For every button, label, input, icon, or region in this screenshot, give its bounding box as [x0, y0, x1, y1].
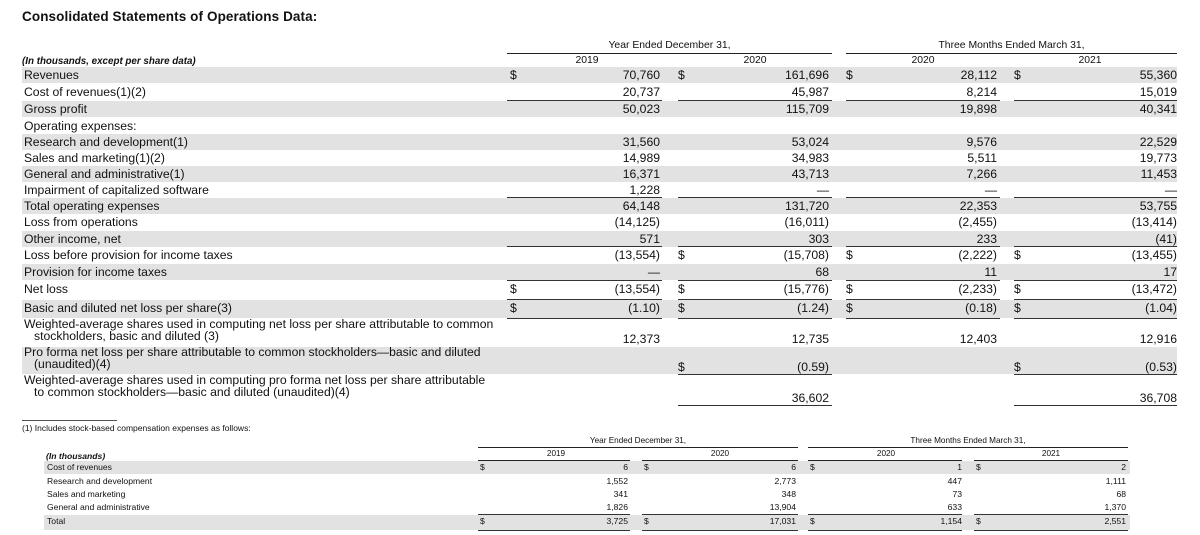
- total-rule: [642, 530, 798, 531]
- subtotal-rule: [678, 280, 832, 281]
- cell-value: 7,266: [966, 167, 997, 181]
- cell-value: (13,472): [1131, 282, 1177, 296]
- cell-value: 20,737: [622, 85, 660, 99]
- cell-value: 31,560: [622, 135, 660, 149]
- dollar-sign: $: [810, 516, 815, 526]
- dollar-sign: $: [846, 301, 853, 315]
- cell-value: (14,125): [614, 215, 660, 229]
- group-header-year: Year Ended December 31,: [608, 40, 731, 51]
- subtotal-rule: [478, 514, 630, 515]
- cell-value: —: [1164, 183, 1177, 197]
- cell-value: 233: [976, 232, 997, 246]
- table-row: [22, 118, 1177, 134]
- row-label: Other income, net: [24, 232, 121, 246]
- cell-value: 6: [623, 462, 628, 472]
- cell-value: 43,713: [791, 167, 829, 181]
- cell-value: 1,154: [940, 516, 962, 526]
- cell-value: 5,511: [967, 151, 997, 165]
- footnote: (1) Includes stock-based compensation expenses as follows:: [22, 423, 251, 433]
- cell-value: 12,373: [622, 332, 660, 346]
- cell-value: 8,214: [966, 85, 997, 99]
- subtotal-rule: [507, 246, 662, 247]
- page-title: Consolidated Statements of Operations Data:: [22, 9, 318, 24]
- cell-value: —: [647, 265, 660, 279]
- cell-value: 53,755: [1139, 199, 1177, 213]
- cell-value: 348: [781, 489, 796, 499]
- row-label: Weighted-average shares used in computing pro forma net loss per share attributable: [24, 373, 486, 387]
- row-label: Total operating expenses: [24, 199, 160, 213]
- row-label: General and administrative: [47, 502, 150, 512]
- row-label: Basic and diluted net loss per share(3): [24, 301, 232, 315]
- group-header-quarter: Three Months Ended March 31,: [938, 40, 1085, 51]
- cell-value: 14,989: [622, 151, 660, 165]
- group-header-rule: [507, 53, 832, 54]
- cell-value: (13,554): [614, 248, 660, 262]
- group-header-quarter: Three Months Ended March 31,: [910, 436, 1026, 445]
- row-label: Research and development: [47, 476, 153, 486]
- cell-value: 3,725: [606, 516, 628, 526]
- row-label: Sales and marketing: [47, 489, 126, 499]
- cell-value: 68: [815, 265, 829, 279]
- cell-value: 571: [639, 232, 660, 246]
- row-label: Impairment of capitalized software: [24, 183, 209, 197]
- cell-value: 341: [613, 489, 628, 499]
- cell-value: 40,341: [1139, 102, 1177, 116]
- subtotal-rule: [846, 100, 1000, 101]
- cell-value: 2,773: [774, 476, 796, 486]
- cell-value: 17: [1163, 265, 1177, 279]
- cell-value: 1: [957, 462, 962, 472]
- row-label: Weighted-average shares used in computing net loss per share attributable to common: [24, 317, 494, 331]
- column-header-2019: 2019: [546, 449, 566, 458]
- dollar-sign: $: [644, 462, 649, 472]
- units-label: (In thousands, except per share data): [22, 56, 196, 67]
- column-header-2020: 2020: [710, 449, 730, 458]
- total-rule: [974, 530, 1128, 531]
- total-rule: [678, 405, 832, 406]
- cell-value: (2,455): [958, 215, 997, 229]
- row-label: Net loss: [24, 282, 69, 296]
- cell-value: (15,708): [783, 248, 829, 262]
- cell-value: 6: [791, 462, 796, 472]
- subtotal-rule: [678, 197, 832, 198]
- subtotal-rule: [846, 197, 1000, 198]
- cell-value: 36,708: [1139, 391, 1177, 405]
- cell-value: (0.53): [1145, 360, 1177, 374]
- row-label-continued: to common stockholders—basic and diluted (unaudited)(4): [34, 385, 350, 399]
- cell-value: 447: [947, 476, 962, 486]
- dollar-sign: $: [678, 360, 685, 374]
- dollar-sign: $: [678, 301, 685, 315]
- dollar-sign: $: [510, 282, 517, 296]
- cell-value: 22,353: [959, 199, 997, 213]
- dollar-sign: $: [1014, 68, 1021, 82]
- dollar-sign: $: [644, 516, 649, 526]
- cell-value: 34,983: [791, 151, 829, 165]
- cell-value: 53,024: [791, 135, 829, 149]
- group-header-rule: [808, 447, 1128, 448]
- subtotal-rule: [507, 100, 662, 101]
- row-label: Pro forma net loss per share attributable to common stockholders—basic and diluted: [24, 345, 481, 359]
- dollar-sign: $: [1014, 248, 1021, 262]
- units-label: (In thousands): [46, 451, 106, 461]
- cell-value: 12,403: [959, 332, 997, 346]
- row-label: Loss before provision for income taxes: [24, 248, 233, 262]
- cell-value: (1.04): [1145, 301, 1177, 315]
- column-header-2021: 2021: [1078, 55, 1102, 66]
- row-label: Sales and marketing(1)(2): [24, 151, 165, 165]
- cell-value: 70,760: [622, 68, 660, 82]
- cell-value: 19,898: [959, 102, 997, 116]
- dollar-sign: $: [678, 68, 685, 82]
- subtotal-rule: [642, 514, 798, 515]
- column-header-2020: 2020: [911, 55, 935, 66]
- cell-value: 36,602: [791, 391, 829, 405]
- cell-value: 2: [1121, 462, 1126, 472]
- dollar-sign: $: [846, 248, 853, 262]
- row-label: Loss from operations: [24, 215, 138, 229]
- cell-value: —: [984, 183, 997, 197]
- subtotal-rule: [1014, 100, 1177, 101]
- cell-value: 50,023: [622, 102, 660, 116]
- subtotal-rule: [507, 197, 662, 198]
- total-rule: [1014, 405, 1177, 406]
- cell-value: (2,222): [958, 248, 997, 262]
- column-header-2020: 2020: [876, 449, 896, 458]
- cell-value: 161,696: [784, 68, 829, 82]
- cell-value: (13,554): [614, 282, 660, 296]
- subtotal-rule: [846, 246, 1000, 247]
- group-header-rule: [846, 53, 1177, 54]
- cell-value: 28,112: [960, 68, 997, 82]
- cell-value: 12,735: [791, 332, 829, 346]
- cell-value: 68: [1116, 489, 1126, 499]
- subtotal-rule: [507, 280, 662, 281]
- dollar-sign: $: [1014, 282, 1021, 296]
- cell-value: 115,709: [785, 102, 829, 116]
- cell-value: 1,826: [606, 502, 628, 512]
- cell-value: (1.24): [797, 301, 829, 315]
- row-label: Cost of revenues: [47, 462, 112, 472]
- dollar-sign: $: [480, 462, 485, 472]
- cell-value: 11,453: [1140, 167, 1177, 181]
- subtotal-rule: [808, 514, 962, 515]
- cell-value: 55,360: [1139, 68, 1177, 82]
- group-header-rule: [478, 447, 798, 448]
- cell-value: 1,111: [1105, 476, 1126, 486]
- dollar-sign: $: [510, 301, 517, 315]
- cell-value: 1,228: [629, 183, 660, 197]
- dollar-sign: $: [976, 516, 981, 526]
- cell-value: (41): [1155, 232, 1177, 246]
- dollar-sign: $: [810, 462, 815, 472]
- dollar-sign: $: [1014, 301, 1021, 315]
- column-header-2019: 2019: [575, 55, 599, 66]
- row-label: Cost of revenues(1)(2): [24, 85, 146, 99]
- footnote-divider: [22, 420, 117, 421]
- subtotal-rule: [846, 299, 1000, 300]
- row-label: General and administrative(1): [24, 167, 185, 181]
- cell-value: 633: [947, 502, 962, 512]
- dollar-sign: $: [1014, 360, 1021, 374]
- cell-value: 64,148: [622, 199, 660, 213]
- group-header-year: Year Ended December 31,: [589, 436, 687, 445]
- row-label-continued: (unaudited)(4): [34, 357, 111, 371]
- subtotal-rule: [974, 514, 1128, 515]
- dollar-sign: $: [846, 68, 853, 82]
- cell-value: 2,551: [1104, 516, 1126, 526]
- cell-value: (1.10): [628, 301, 660, 315]
- cell-value: (13,455): [1131, 248, 1177, 262]
- cell-value: 1,370: [1104, 502, 1126, 512]
- row-label-continued: stockholders, basic and diluted (3): [34, 329, 219, 343]
- row-label: Total: [47, 516, 66, 526]
- dollar-sign: $: [976, 462, 981, 472]
- cell-value: 17,031: [769, 516, 796, 526]
- column-header-2020: 2020: [743, 55, 767, 66]
- total-rule: [808, 530, 962, 531]
- dollar-sign: $: [846, 282, 853, 296]
- cell-value: 9,576: [966, 135, 997, 149]
- subtotal-rule: [678, 246, 832, 247]
- subtotal-rule: [1014, 197, 1177, 198]
- row-label: Revenues: [24, 68, 79, 82]
- cell-value: 13,904: [769, 502, 796, 512]
- cell-value: (15,776): [783, 282, 829, 296]
- cell-value: 1,552: [606, 476, 628, 486]
- cell-value: 15,019: [1139, 85, 1177, 99]
- cell-value: 22,529: [1139, 135, 1177, 149]
- total-rule: [478, 530, 630, 531]
- cell-value: (0.18): [965, 301, 997, 315]
- subtotal-rule: [1014, 246, 1177, 247]
- cell-value: (2,233): [958, 282, 997, 296]
- subtotal-rule: [846, 280, 1000, 281]
- cell-value: 73: [952, 489, 962, 499]
- cell-value: (16,011): [784, 215, 829, 229]
- cell-value: —: [816, 183, 829, 197]
- dollar-sign: $: [510, 68, 517, 82]
- cell-value: 45,987: [791, 85, 829, 99]
- subtotal-rule: [1014, 280, 1177, 281]
- column-header-2021: 2021: [1041, 449, 1061, 458]
- dollar-sign: $: [678, 282, 685, 296]
- row-label: Research and development(1): [24, 135, 188, 149]
- dollar-sign: $: [678, 248, 685, 262]
- cell-value: 19,773: [1139, 151, 1177, 165]
- subtotal-rule: [678, 100, 832, 101]
- row-label: Operating expenses:: [24, 119, 137, 133]
- subtotal-rule: [678, 299, 832, 300]
- row-label: Gross profit: [24, 102, 87, 116]
- cell-value: 12,916: [1139, 332, 1177, 346]
- cell-value: 16,371: [622, 167, 660, 181]
- cell-value: (0.59): [797, 360, 829, 374]
- subtotal-rule: [1014, 299, 1177, 300]
- cell-value: 11: [984, 265, 997, 279]
- row-label: Provision for income taxes: [24, 265, 167, 279]
- subtotal-rule: [507, 299, 662, 300]
- dollar-sign: $: [480, 516, 485, 526]
- cell-value: (13,414): [1131, 215, 1177, 229]
- cell-value: 303: [808, 232, 829, 246]
- cell-value: 131,720: [784, 199, 829, 213]
